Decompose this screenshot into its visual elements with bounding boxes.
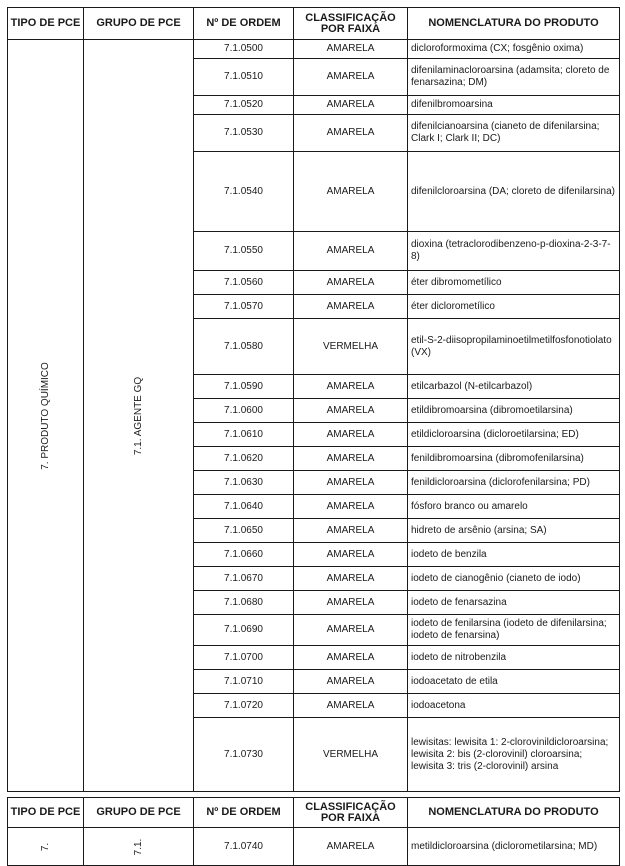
classificacao-cell: VERMELHA [294, 319, 408, 375]
classificacao-cell: AMARELA [294, 567, 408, 591]
nomenclatura-cell: iodeto de fenarsazina [408, 591, 620, 615]
classificacao-cell: AMARELA [294, 447, 408, 471]
classificacao-cell: AMARELA [294, 694, 408, 718]
header-tipo: TIPO DE PCE [8, 8, 84, 40]
nomenclatura-cell: iodoacetato de etila [408, 670, 620, 694]
header-row [8, 798, 620, 828]
classificacao-cell: AMARELA [294, 423, 408, 447]
ordem-cell: 7.1.0740 [194, 828, 294, 866]
ordem-cell: 7.1.0650 [194, 519, 294, 543]
classificacao-cell: VERMELHA [294, 718, 408, 792]
ordem-cell: 7.1.0620 [194, 447, 294, 471]
ordem-cell: 7.1.0500 [194, 40, 294, 59]
header-row [8, 8, 620, 40]
header-grupo: GRUPO DE PCE [84, 8, 194, 40]
ordem-cell: 7.1.0600 [194, 399, 294, 423]
ordem-cell: 7.1.0710 [194, 670, 294, 694]
classificacao-cell: AMARELA [294, 375, 408, 399]
ordem-cell: 7.1.0540 [194, 152, 294, 232]
nomenclatura-cell: lewisitas: lewisita 1: 2-clorovinildicloroarsina; lewisita 2: bis (2-clorovinil) cloroarsina; lewisita 3: tris (2-clorovinil) arsina [408, 718, 620, 792]
nomenclatura-cell: difenilcloroarsina (DA; cloreto de difenilarsina) [408, 152, 620, 232]
classificacao-cell: AMARELA [294, 271, 408, 295]
ordem-cell: 7.1.0640 [194, 495, 294, 519]
grupo-label: 7.1. [132, 838, 144, 855]
nomenclatura-cell: éter diclorometílico [408, 295, 620, 319]
classificacao-cell: AMARELA [294, 495, 408, 519]
ordem-cell: 7.1.0720 [194, 694, 294, 718]
nomenclatura-cell: iodoacetona [408, 694, 620, 718]
nomenclatura-cell: difenilaminacloroarsina (adamsita; cloreto de fenarsazina; DM) [408, 59, 620, 96]
classificacao-cell: AMARELA [294, 615, 408, 646]
nomenclatura-cell: difenilbromoarsina [408, 96, 620, 115]
classificacao-cell: AMARELA [294, 115, 408, 152]
nomenclatura-cell: fenildibromoarsina (dibromofenilarsina) [408, 447, 620, 471]
classificacao-cell: AMARELA [294, 828, 408, 866]
tipo-cell [8, 40, 84, 792]
table-row [8, 828, 620, 866]
header-ordem: Nº DE ORDEM [194, 8, 294, 40]
pce-table [7, 7, 620, 792]
ordem-cell: 7.1.0700 [194, 646, 294, 670]
ordem-cell: 7.1.0690 [194, 615, 294, 646]
nomenclatura-cell: iodeto de nitrobenzila [408, 646, 620, 670]
nomenclatura-cell: iodeto de benzila [408, 543, 620, 567]
ordem-cell: 7.1.0570 [194, 295, 294, 319]
ordem-cell: 7.1.0560 [194, 271, 294, 295]
header-classificacao: CLASSIFICAÇÃO POR FAIXA [294, 798, 408, 828]
nomenclatura-cell: etildibromoarsina (dibromoetilarsina) [408, 399, 620, 423]
ordem-cell: 7.1.0660 [194, 543, 294, 567]
classificacao-cell: AMARELA [294, 591, 408, 615]
nomenclatura-cell: fósforo branco ou amarelo [408, 495, 620, 519]
header-tipo: TIPO DE PCE [8, 798, 84, 828]
tipo-cell [8, 828, 84, 866]
ordem-cell: 7.1.0510 [194, 59, 294, 96]
ordem-cell: 7.1.0680 [194, 591, 294, 615]
ordem-cell: 7.1.0730 [194, 718, 294, 792]
nomenclatura-cell: etildicloroarsina (dicloroetilarsina; ED) [408, 423, 620, 447]
ordem-cell: 7.1.0630 [194, 471, 294, 495]
grupo-label: 7.1. AGENTE GQ [132, 376, 144, 455]
header-classificacao: CLASSIFICAÇÃO POR FAIXA [294, 8, 408, 40]
nomenclatura-cell: dicloroformoxima (CX; fosgênio oxima) [408, 40, 620, 59]
ordem-cell: 7.1.0610 [194, 423, 294, 447]
header-nomenclatura: NOMENCLATURA DO PRODUTO [408, 8, 620, 40]
header-nomenclatura: NOMENCLATURA DO PRODUTO [408, 798, 620, 828]
classificacao-cell: AMARELA [294, 232, 408, 271]
nomenclatura-cell: iodeto de cianogênio (cianeto de iodo) [408, 567, 620, 591]
nomenclatura-cell: difenilcianoarsina (cianeto de difenilarsina; Clark I; Clark II; DC) [408, 115, 620, 152]
nomenclatura-cell: metildicloroarsina (diclorometilarsina; MD) [408, 828, 620, 866]
classificacao-cell: AMARELA [294, 646, 408, 670]
nomenclatura-cell: dioxina (tetraclorodibenzeno-p-dioxina-2-3-7-8) [408, 232, 620, 271]
classificacao-cell: AMARELA [294, 40, 408, 59]
nomenclatura-cell: éter dibromometílico [408, 271, 620, 295]
header-ordem: Nº DE ORDEM [194, 798, 294, 828]
ordem-cell: 7.1.0670 [194, 567, 294, 591]
ordem-cell: 7.1.0580 [194, 319, 294, 375]
classificacao-cell: AMARELA [294, 670, 408, 694]
ordem-cell: 7.1.0530 [194, 115, 294, 152]
nomenclatura-cell: iodeto de fenilarsina (iodeto de difenilarsina; iodeto de fenarsina) [408, 615, 620, 646]
ordem-cell: 7.1.0590 [194, 375, 294, 399]
nomenclatura-cell: fenildicloroarsina (diclorofenilarsina; PD) [408, 471, 620, 495]
classificacao-cell: AMARELA [294, 295, 408, 319]
tipo-label: 7. [39, 842, 51, 851]
ordem-cell: 7.1.0520 [194, 96, 294, 115]
table-row [8, 40, 620, 59]
ordem-cell: 7.1.0550 [194, 232, 294, 271]
grupo-cell [84, 828, 194, 866]
classificacao-cell: AMARELA [294, 471, 408, 495]
classificacao-cell: AMARELA [294, 399, 408, 423]
classificacao-cell: AMARELA [294, 543, 408, 567]
classificacao-cell: AMARELA [294, 152, 408, 232]
nomenclatura-cell: etilcarbazol (N-etilcarbazol) [408, 375, 620, 399]
classificacao-cell: AMARELA [294, 519, 408, 543]
classificacao-cell: AMARELA [294, 59, 408, 96]
tipo-label: 7. PRODUTO QUÍMICO [39, 361, 51, 470]
grupo-cell [84, 40, 194, 792]
nomenclatura-cell: hidreto de arsênio (arsina; SA) [408, 519, 620, 543]
classificacao-cell: AMARELA [294, 96, 408, 115]
pce-table-continued [7, 797, 620, 866]
nomenclatura-cell: etil-S-2-diisopropilaminoetilmetilfosfonotiolato (VX) [408, 319, 620, 375]
header-grupo: GRUPO DE PCE [84, 798, 194, 828]
